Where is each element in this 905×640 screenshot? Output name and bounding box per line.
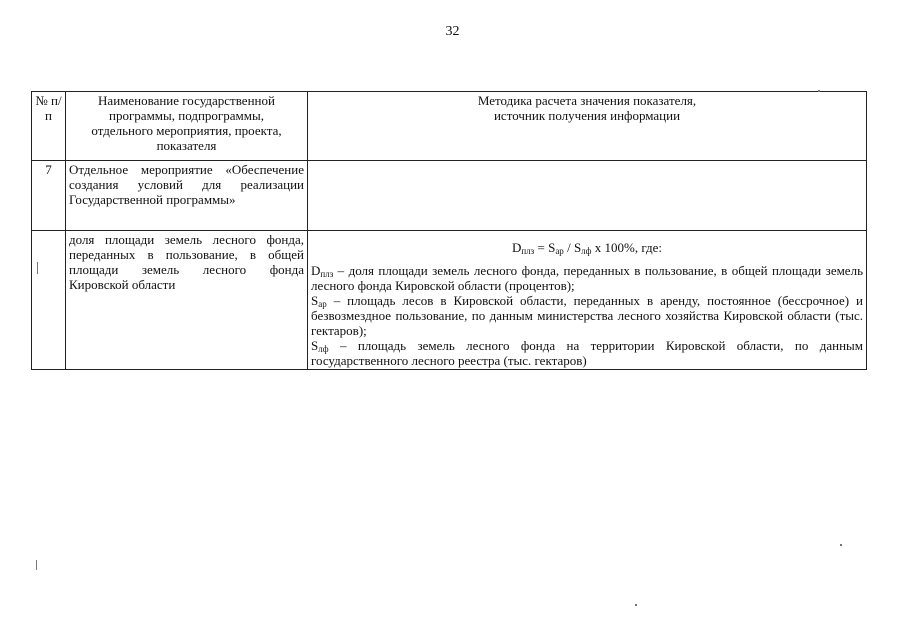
- scan-speck: [37, 262, 38, 274]
- table-header-row: [32, 92, 867, 161]
- definition-slf: $S_{лф}$ – площадь земель лесного фонда на территории Кировской области, по данным государственного лесного реестра (тыс. гектаров): [311, 338, 863, 368]
- page-number: 32: [445, 24, 460, 39]
- event-name: Отдельное мероприятие «Обеспечение создания условий для реализации Государственной программы»: [66, 161, 308, 231]
- scan-speck: [36, 560, 37, 570]
- row-number: 7: [32, 161, 66, 231]
- event-method: [308, 161, 867, 231]
- header-name: Наименование государственной программы, подпрограммы, отдельного мероприятия, проекта, показателя: [66, 92, 308, 161]
- scan-speck: [818, 90, 820, 92]
- formula: $D_{плз} = S_{ар} / S_{лф}$ x 100%, где:: [511, 240, 663, 256]
- definition-dplz: $D_{плз}$ – доля площади земель лесного фонда, переданных в пользование, в общей площади земель лесного фонда Кировской области (процентов);: [311, 263, 863, 293]
- definition-sar: $S_{ар}$ – площадь лесов в Кировской области, переданных в аренду, постоянное (бессрочное) и безвозмездное пользование, по данным министерства лесного хозяйства Кировской области (тыс. гектаров);: [311, 293, 863, 338]
- header-method: [308, 92, 867, 161]
- indicator-table: [31, 91, 867, 370]
- table-row-indicator: [32, 231, 867, 370]
- scan-speck: [840, 544, 842, 546]
- scan-speck: [635, 604, 637, 606]
- indicator-method: [308, 231, 867, 370]
- table-row-event: [32, 161, 867, 231]
- indicator-number-cell: [32, 231, 66, 370]
- indicator-name: доля площади земель лесного фонда, переданных в пользование, в общей площади земель лесного фонда Кировской области: [66, 231, 308, 370]
- header-method-text: Методика расчета значения показателя, источник получения информации: [477, 93, 697, 123]
- header-number: № п/п: [32, 92, 66, 161]
